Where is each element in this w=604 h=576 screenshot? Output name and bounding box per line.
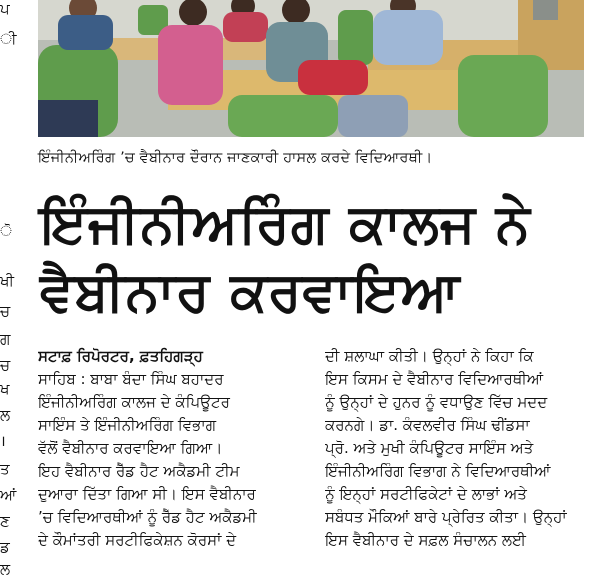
fragment-text: ਆਂ	[0, 486, 17, 504]
article-line: ਦੀ ਸ਼ਲਾਘਾ ਕੀਤੀ। ਉਨ੍ਹਾਂ ਨੇ ਕਿਹਾ ਕਿ	[325, 347, 534, 365]
article-line: ਦੇ ਕੌਮਾਂਤਰੀ ਸਰਟੀਫਿਕੇਸ਼ਨ ਕੋਰਸਾਂ ਦੇ	[38, 531, 237, 549]
article-line: ਕਰਨਗੇ। ਡਾ. ਕੰਵਲਵੀਰ ਸਿੰਘ ਢੀਂਡਸਾ	[325, 416, 530, 434]
fragment-text: ੀ	[0, 30, 17, 48]
fragment-text: ਚ	[0, 356, 11, 374]
adjacent-column-fragment	[0, 0, 22, 576]
article-line: ਇਸ ਵੈਬੀਨਾਰ ਦੇ ਸਫ਼ਲ ਸੰਚਾਲਨ ਲਈ	[325, 531, 526, 549]
headline-line-1: ਇੰਜੀਨੀਅਰਿੰਗ ਕਾਲਜ ਨੇ	[40, 192, 531, 255]
fragment-text: ਡ	[0, 538, 10, 556]
article-line: ਸਬੰਧਤ ਮੌਕਿਆਂ ਬਾਰੇ ਪ੍ਰੇਰਿਤ ਕੀਤਾ। ਉਨ੍ਹਾਂ	[325, 508, 567, 526]
fragment-text: ਲ	[0, 560, 11, 576]
article-line: ਵੱਲੋਂ ਵੈਬੀਨਾਰ ਕਰਵਾਇਆ ਗਿਆ।	[38, 439, 223, 457]
fragment-text: ਖ	[0, 380, 10, 398]
article-line: ਇੰਜੀਨੀਅਰਿੰਗ ਵਿਭਾਗ ਨੇ ਵਿਦਿਆਰਥੀਆਂ	[325, 462, 551, 480]
classroom-photo	[38, 0, 584, 137]
fragment-text: ਚ	[0, 302, 11, 320]
article-line: ਦੁਆਰਾ ਦਿੱਤਾ ਗਿਆ ਸੀ। ਇਸ ਵੈਬੀਨਾਰ	[38, 485, 256, 503]
fragment-text: ਣ	[0, 512, 10, 530]
fragment-text: ।	[0, 432, 6, 450]
article-line: ਸਾਹਿਬ : ਬਾਬਾ ਬੰਦਾ ਸਿੰਘ ਬਹਾਦਰ	[38, 370, 224, 388]
headline	[40, 190, 600, 326]
article-line: ਸਟਾਫ਼ ਰਿਪੋਰਟਰ, ਫ਼ਤਹਿਗੜ੍ਹ	[38, 347, 203, 365]
fragment-text: ਪ	[0, 0, 10, 18]
article-line: ਨੂੰ ਉਨ੍ਹਾਂ ਦੇ ਹੁਨਰ ਨੂੰ ਵਧਾਉਣ ਵਿੱਚ ਮਦਦ	[325, 393, 548, 411]
article-line: ਇਸ ਕਿਸਮ ਦੇ ਵੈਬੀਨਾਰ ਵਿਦਿਆਰਥੀਆਂ	[325, 370, 544, 388]
fragment-text: ਗ	[0, 330, 11, 348]
fragment-text: ਤ	[0, 460, 10, 478]
article-line: ਇੰਜੀਨੀਅਰਿੰਗ ਕਾਲਜ ਦੇ ਕੰਪਿਊਟਰ	[38, 393, 230, 411]
article-line: ’ਚ ਵਿਦਿਆਰਥੀਆਂ ਨੂੰ ਰੈੱਡ ਹੈਟ ਅਕੈਡਮੀ	[38, 508, 257, 526]
headline-line-2: ਵੈਬੀਨਾਰ ਕਰਵਾਇਆ	[40, 260, 461, 323]
article-column-right	[325, 345, 604, 552]
fragment-text: ਲ	[0, 406, 11, 424]
article-line: ਪ੍ਰੋ. ਅਤੇ ਮੁਖੀ ਕੰਪਿਊਟਰ ਸਾਇੰਸ ਅਤੇ	[325, 439, 534, 457]
fragment-text: ਖੀ	[0, 272, 15, 290]
photo-caption: ਇੰਜੀਨੀਅਰਿੰਗ ’ਚ ਵੈਬੀਨਾਰ ਦੌਰਾਨ ਜਾਣਕਾਰੀ ਹਾਸਲ ਕਰਦੇ ਵਿਦਿਆਰਥੀ।	[38, 150, 433, 166]
article-line: ਇਹ ਵੈਬੀਨਾਰ ਰੈੱਡ ਹੈਟ ਅਕੈਡਮੀ ਟੀਮ	[38, 462, 240, 480]
article-line: ਨੂੰ ਇਨ੍ਹਾਂ ਸਰਟੀਫਿਕੇਟਾਂ ਦੇ ਲਾਭਾਂ ਅਤੇ	[325, 485, 527, 503]
article-line: ਸਾਇੰਸ ਤੇ ਇੰਜੀਨੀਅਰਿੰਗ ਵਿਭਾਗ	[38, 416, 217, 434]
fragment-text: ੋ	[0, 222, 13, 240]
article-column-left	[38, 345, 306, 552]
